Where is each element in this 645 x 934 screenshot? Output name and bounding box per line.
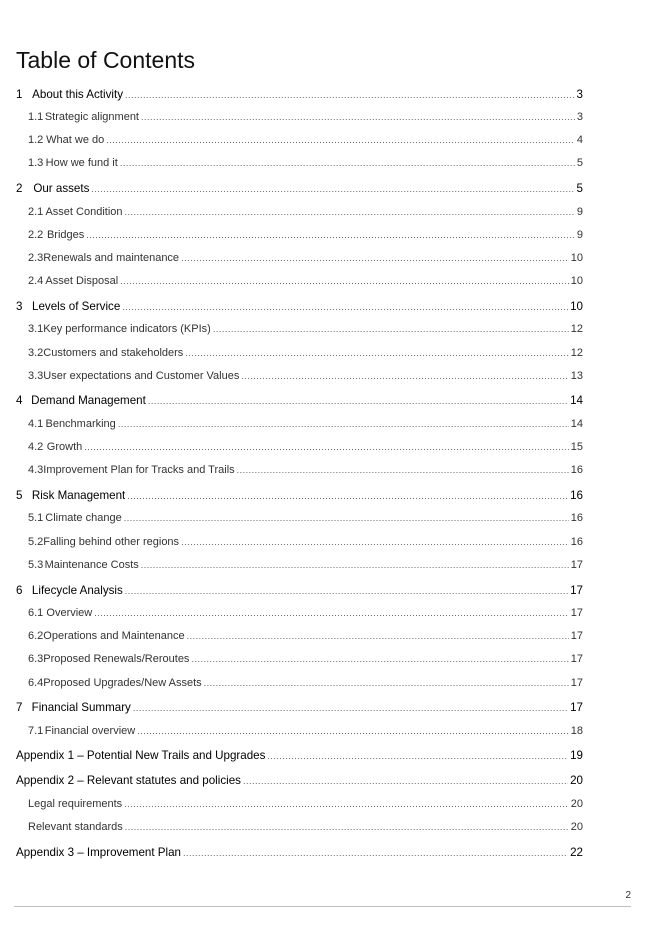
toc-entry-label: Benchmarking	[45, 417, 116, 430]
toc-entry[interactable]	[16, 844, 583, 869]
toc-entry-page: 17	[570, 676, 583, 689]
toc-entry-label: Maintenance Costs	[44, 558, 139, 571]
toc-entry-number: 3.2	[28, 346, 44, 359]
toc-entry-number: 1	[16, 87, 23, 101]
toc-entry-page: 14	[570, 417, 583, 430]
toc-entry[interactable]	[16, 653, 583, 676]
toc-entry-number: 6.3	[28, 653, 44, 666]
toc-entry-label: What we do	[46, 134, 105, 147]
toc-entry-number: 3	[16, 299, 23, 313]
toc-entry-page: 5	[576, 182, 583, 196]
toc-entry[interactable]	[16, 607, 583, 630]
toc-entry-page: 4	[576, 134, 583, 147]
dot-leader	[141, 112, 575, 122]
toc-entry-page: 17	[570, 630, 583, 643]
toc-entry[interactable]	[16, 206, 583, 229]
toc-entry[interactable]	[16, 798, 583, 821]
dot-leader	[241, 371, 568, 381]
toc-entry-label: Strategic alignment	[44, 111, 139, 123]
toc-entry-label: User expectations and Customer Values	[43, 369, 240, 382]
toc-entry-page: 17	[570, 653, 583, 666]
toc-entry-number: 4.2	[28, 441, 44, 454]
toc-entry[interactable]	[16, 181, 583, 206]
dot-leader	[120, 276, 569, 286]
toc-entry-label: Legal requirements	[28, 797, 123, 810]
toc-entry[interactable]	[16, 441, 583, 464]
toc-entry[interactable]	[16, 418, 583, 441]
toc-entry-label: Customers and stakeholders	[43, 346, 184, 359]
toc-entry-page: 17	[570, 583, 583, 597]
dot-leader	[191, 654, 568, 664]
toc-entry-page: 19	[570, 749, 583, 763]
toc-entry-number: 5.1	[28, 512, 44, 525]
toc-entry[interactable]	[16, 111, 583, 134]
toc-entry-number: 5.3	[28, 558, 44, 571]
dot-leader	[204, 678, 569, 688]
toc-entry-page: 10	[570, 275, 583, 288]
dot-leader	[267, 751, 568, 761]
toc-entry-label: Appendix 3 – Improvement Plan	[16, 845, 181, 859]
footer-divider	[14, 906, 631, 907]
toc-entry-page: 20	[570, 797, 583, 810]
toc-entry-label: Proposed Renewals/Reroutes	[43, 653, 190, 666]
toc-entry-number: 6.2	[28, 630, 44, 643]
toc-entry-label: Relevant standards	[28, 821, 123, 834]
toc-entry[interactable]	[16, 582, 583, 607]
toc-entry-label: Appendix 1 – Potential New Trails and Upgrades	[16, 749, 266, 763]
toc-entry-page: 15	[570, 441, 583, 454]
toc-entry-number: 4.1	[28, 417, 44, 430]
toc-entry-label: Key performance indicators (KPIs)	[43, 323, 211, 336]
dot-leader	[183, 848, 568, 858]
toc-entry[interactable]	[16, 700, 583, 725]
toc-entry-page: 20	[570, 821, 583, 834]
toc-entry[interactable]	[16, 748, 583, 773]
toc-entry-label: Asset Condition	[45, 205, 123, 218]
toc-entry-label: Financial overview	[44, 724, 136, 737]
toc-entry-number: 7	[16, 701, 23, 715]
toc-entry-label: Appendix 2 – Relevant statutes and policies	[16, 774, 241, 788]
toc-entry-page: 14	[570, 394, 583, 408]
page-title: Table of Contents	[16, 47, 196, 73]
dot-leader	[84, 442, 568, 452]
dot-leader	[125, 207, 575, 217]
toc-entry-number: 1.1	[28, 111, 44, 123]
dot-leader	[137, 726, 569, 736]
toc-entry-page: 17	[570, 558, 583, 571]
toc-entry-label: Our assets	[33, 182, 90, 196]
toc-entry-number: 6	[16, 583, 23, 597]
toc-entry-label: Risk Management	[31, 488, 126, 502]
toc-entry-number: 1.2	[28, 134, 44, 147]
dot-leader	[133, 703, 568, 713]
dot-leader	[86, 230, 575, 240]
toc-entry-page: 17	[570, 701, 583, 715]
toc-entry-page: 22	[570, 845, 583, 859]
toc-entry-page: 9	[576, 228, 583, 241]
toc-entry[interactable]	[16, 464, 583, 487]
toc-entry-page: 13	[570, 369, 583, 382]
toc-entry-page: 18	[570, 724, 583, 737]
toc-entry[interactable]	[16, 821, 583, 844]
toc-entry-number: 4.3	[28, 464, 44, 477]
toc-entry[interactable]	[16, 275, 583, 298]
toc-entry[interactable]	[16, 512, 583, 535]
table-of-contents	[16, 86, 583, 869]
toc-entry-number: 2.1	[28, 205, 44, 218]
toc-entry-page: 16	[570, 488, 583, 502]
toc-entry-page: 3	[576, 111, 583, 123]
dot-leader	[125, 90, 575, 100]
toc-entry-page: 17	[570, 607, 583, 619]
toc-entry-label: Bridges	[46, 228, 85, 241]
toc-entry[interactable]	[16, 393, 583, 418]
page-number: 2	[625, 890, 631, 901]
toc-entry-number: 1.3	[28, 157, 44, 170]
toc-entry[interactable]	[16, 86, 583, 111]
toc-entry-page: 3	[576, 87, 583, 101]
dot-leader	[243, 776, 568, 786]
toc-entry-label: How we fund it	[45, 157, 118, 170]
dot-leader	[148, 396, 568, 406]
toc-entry-page: 16	[570, 512, 583, 525]
toc-entry-page: 5	[576, 157, 583, 170]
dot-leader	[237, 465, 569, 475]
toc-entry[interactable]	[16, 370, 583, 393]
toc-entry[interactable]	[16, 677, 583, 700]
toc-entry-number: 6.1	[28, 607, 44, 619]
toc-entry-page: 10	[570, 299, 583, 313]
toc-entry-label: About this Activity	[32, 87, 123, 101]
toc-entry-label: Overview	[46, 607, 93, 619]
toc-entry-number: 7.1	[28, 724, 44, 737]
toc-entry-number: 5	[16, 488, 23, 502]
toc-entry[interactable]	[16, 298, 583, 323]
toc-entry-label: Growth	[46, 441, 83, 454]
toc-entry-number: 4	[16, 394, 23, 408]
toc-entry-number: 2.4	[28, 275, 44, 288]
toc-entry-label: Demand Management	[31, 394, 146, 408]
dot-leader	[118, 419, 569, 429]
toc-entry-number: 6.4	[28, 676, 44, 689]
toc-entry-label: Renewals and maintenance	[43, 251, 180, 264]
dot-leader	[94, 608, 569, 618]
toc-entry-number: 2.3	[28, 251, 44, 264]
toc-entry[interactable]	[16, 536, 583, 559]
dot-leader	[120, 158, 575, 168]
toc-entry[interactable]	[16, 559, 583, 582]
dot-leader	[187, 631, 569, 641]
toc-entry[interactable]	[16, 773, 583, 798]
toc-entry-number: 3.3	[28, 369, 44, 382]
toc-entry[interactable]	[16, 229, 583, 252]
toc-entry-label: Proposed Upgrades/New Assets	[43, 676, 202, 689]
toc-entry[interactable]	[16, 323, 583, 346]
toc-entry-label: Operations and Maintenance	[43, 630, 185, 643]
toc-entry-page: 10	[570, 251, 583, 264]
dot-leader	[124, 513, 569, 523]
toc-entry-number: 2	[16, 182, 23, 196]
toc-entry[interactable]	[16, 630, 583, 653]
toc-entry-page: 20	[570, 774, 583, 788]
toc-entry-page: 9	[576, 205, 583, 218]
toc-entry-page: 16	[570, 535, 583, 548]
toc-entry[interactable]	[16, 347, 583, 370]
dot-leader	[185, 348, 568, 358]
toc-entry-label: Falling behind other regions	[43, 535, 180, 548]
toc-entry-page: 12	[570, 323, 583, 336]
dot-leader	[125, 822, 569, 832]
toc-entry-page: 16	[570, 464, 583, 477]
toc-entry[interactable]	[16, 157, 583, 180]
dot-leader	[181, 253, 569, 263]
toc-entry-number: 2.2	[28, 228, 44, 241]
toc-entry-label: Financial Summary	[31, 701, 131, 715]
dot-leader	[213, 324, 569, 334]
toc-entry-label: Levels of Service	[32, 299, 121, 313]
toc-entry[interactable]	[16, 252, 583, 275]
dot-leader	[127, 491, 568, 501]
dot-leader	[91, 184, 574, 194]
dot-leader	[181, 537, 569, 547]
dot-leader	[124, 799, 569, 809]
toc-entry-label: Improvement Plan for Tracks and Trails	[43, 464, 235, 477]
toc-entry[interactable]	[16, 725, 583, 748]
toc-entry-number: 3.1	[28, 323, 44, 336]
toc-entry-label: Asset Disposal	[45, 275, 119, 288]
toc-entry-label: Climate change	[45, 512, 122, 525]
toc-entry-number: 5.2	[28, 535, 44, 548]
toc-entry-label: Lifecycle Analysis	[31, 583, 123, 597]
dot-leader	[141, 560, 569, 570]
toc-entry[interactable]	[16, 134, 583, 157]
toc-entry[interactable]	[16, 487, 583, 512]
dot-leader	[125, 586, 568, 596]
toc-entry-page: 12	[570, 346, 583, 359]
dot-leader	[122, 302, 568, 312]
dot-leader	[106, 135, 575, 145]
